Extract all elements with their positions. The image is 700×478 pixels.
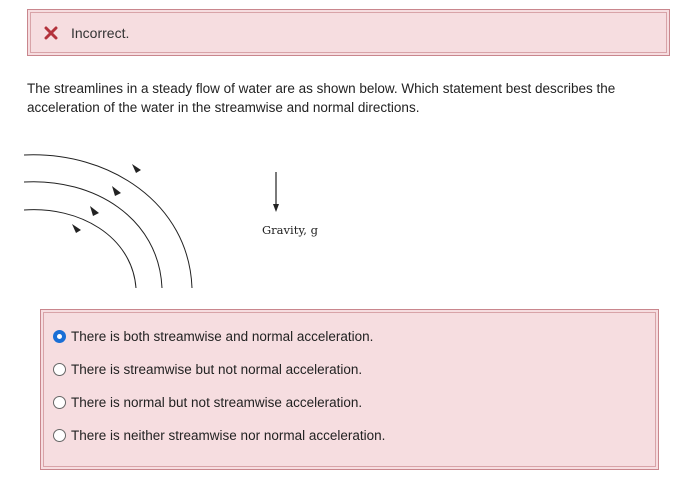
answer-options	[40, 309, 659, 470]
option-label: There is neither streamwise nor normal acceleration.	[71, 427, 386, 443]
radio-icon[interactable]	[53, 363, 66, 376]
radio-icon[interactable]	[53, 429, 66, 442]
option-label: There is both streamwise and normal acceleration.	[71, 328, 374, 344]
streamline-inner	[24, 210, 136, 288]
radio-selected-icon[interactable]	[53, 330, 66, 343]
flow-arrow-outer	[132, 164, 141, 173]
option-both[interactable]	[53, 326, 373, 346]
question-text: The streamlines in a steady flow of water are as shown below. Which statement best describes the acceleration of the water in the streamwise and normal directions.	[27, 81, 616, 115]
option-streamwise-only[interactable]	[53, 359, 362, 379]
feedback-banner	[27, 9, 670, 56]
flow-arrow-middle	[112, 186, 121, 196]
radio-icon[interactable]	[53, 396, 66, 409]
option-label: There is normal but not streamwise acceleration.	[71, 394, 363, 410]
option-neither[interactable]	[53, 425, 385, 445]
streamline-outer	[24, 155, 192, 288]
flow-arrow-lower	[72, 224, 81, 233]
streamline-diagram	[24, 148, 334, 293]
option-normal-only[interactable]	[53, 392, 362, 412]
option-label: There is streamwise but not normal acceleration.	[71, 361, 363, 377]
gravity-label: Gravity, g	[262, 223, 318, 237]
streamline-middle	[24, 182, 162, 288]
x-icon	[44, 26, 58, 40]
flow-arrow-inner	[90, 206, 99, 216]
feedback-status: Incorrect.	[71, 24, 130, 41]
gravity-arrow-head	[273, 204, 279, 212]
